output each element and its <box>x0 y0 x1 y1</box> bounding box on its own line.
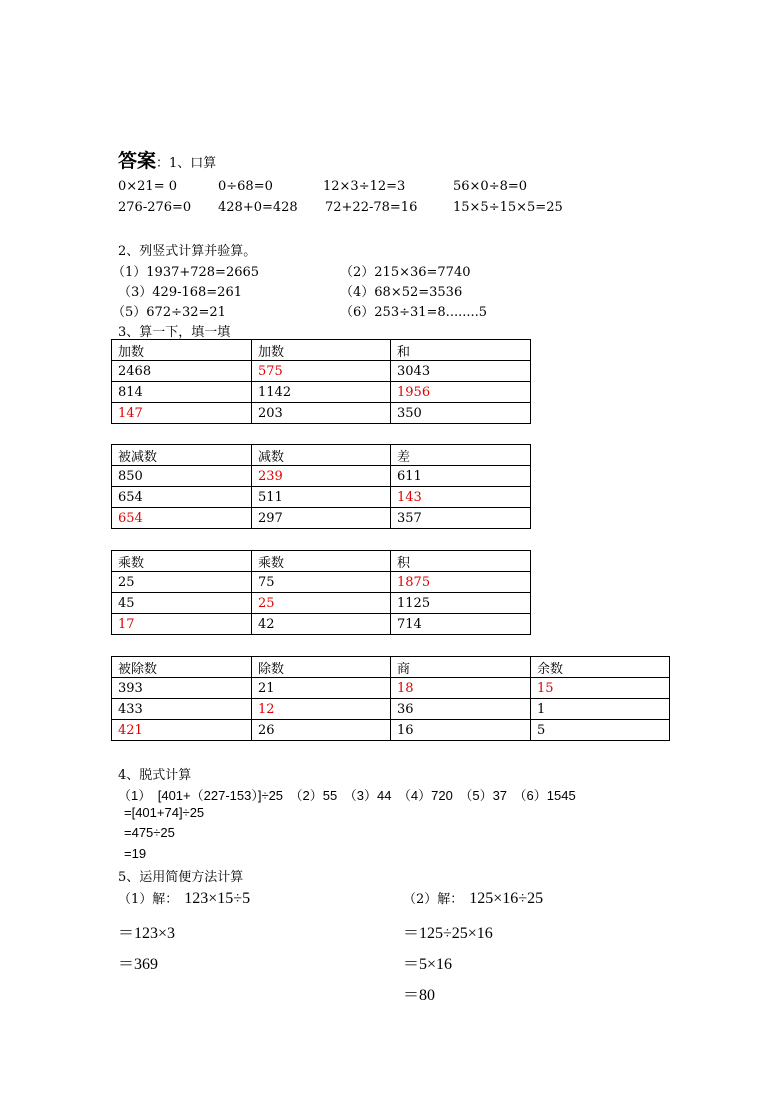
answer-cell: 17 <box>112 614 252 635</box>
table-cell: 75 <box>252 572 391 593</box>
table-cell: 3043 <box>391 361 531 382</box>
table-cell: 1142 <box>252 382 391 403</box>
header-cell: 乘数 <box>252 551 391 572</box>
answer-cell: 1956 <box>391 382 531 403</box>
table-header-row <box>112 445 531 466</box>
header-cell: 被除数 <box>112 657 252 678</box>
table-cell: 2468 <box>112 361 252 382</box>
table-cell: 297 <box>252 508 391 529</box>
table-cell: 814 <box>112 382 252 403</box>
table-cell: 21 <box>252 678 391 699</box>
oral-2-1: 276-276=0 <box>118 200 192 215</box>
oral-1-1: 0×21= 0 <box>118 179 178 194</box>
table-header-row <box>112 340 531 361</box>
oral-1-3: 12×3÷12=3 <box>323 179 406 194</box>
table-cell: 714 <box>391 614 531 635</box>
answer-cell: 239 <box>252 466 391 487</box>
table-cell: 1 <box>531 699 670 720</box>
table-cell: 350 <box>391 403 531 424</box>
table-cell: 1125 <box>391 593 531 614</box>
table-header-row <box>112 657 670 678</box>
simplify-left-label: （1）解： <box>118 892 179 907</box>
section2-title: 2、列竖式计算并验算。 <box>118 244 257 259</box>
header-cell: 被减数 <box>112 445 252 466</box>
table-cell: 511 <box>252 487 391 508</box>
simplify-left-step-1: ＝123×3 <box>118 925 176 942</box>
simplify-left-question <box>118 888 250 908</box>
oral-2-3: 72+22-78=16 <box>325 200 418 215</box>
table-row <box>112 361 531 382</box>
answer-cell: 12 <box>252 699 391 720</box>
table-cell: 16 <box>391 720 531 741</box>
oral-2-2: 428+0=428 <box>218 200 298 215</box>
table-cell: 393 <box>112 678 252 699</box>
table-row <box>112 466 531 487</box>
header-cell: 和 <box>391 340 531 361</box>
section4-step-3: =19 <box>124 846 147 861</box>
table-cell: 654 <box>112 487 252 508</box>
vertical-item-5: （5）672÷32=21 <box>112 305 226 320</box>
table-row <box>112 487 531 508</box>
subtraction-table <box>111 444 531 529</box>
section5-title: 5、运用简便方法计算 <box>118 870 244 885</box>
table-row <box>112 403 531 424</box>
table-row <box>112 699 670 720</box>
header-cell: 商 <box>391 657 531 678</box>
answer-cell: 18 <box>391 678 531 699</box>
answer-cell: 143 <box>391 487 531 508</box>
table-cell: 25 <box>112 572 252 593</box>
vertical-item-3: （3）429-168=261 <box>118 285 242 300</box>
section4-step-2: =475÷25 <box>124 825 175 840</box>
answer-title: 答案 <box>118 150 157 172</box>
simplify-right-step-3: ＝80 <box>403 987 436 1004</box>
table-cell: 26 <box>252 720 391 741</box>
section4-title: 4、脱式计算 <box>118 768 192 783</box>
table-row <box>112 614 531 635</box>
table-cell: 45 <box>112 593 252 614</box>
simplify-left-expr: 123×15÷5 <box>184 890 251 907</box>
answer-cell: 15 <box>531 678 670 699</box>
table-cell: 203 <box>252 403 391 424</box>
table-row <box>112 382 531 403</box>
section3-title: 3、算一下，填一填 <box>118 325 231 340</box>
answer-cell: 575 <box>252 361 391 382</box>
table-header-row <box>112 551 531 572</box>
table-cell: 433 <box>112 699 252 720</box>
header-cell: 加数 <box>112 340 252 361</box>
header-cell: 加数 <box>252 340 391 361</box>
table-cell: 42 <box>252 614 391 635</box>
section4-line1: （1） [401+（227-153）]÷25 （2）55 （3）44 （4）720 （5）37 （6）1545 <box>118 788 576 803</box>
table-cell: 36 <box>391 699 531 720</box>
vertical-item-1: （1）1937+728=2665 <box>112 265 260 280</box>
header-cell: 差 <box>391 445 531 466</box>
table-row <box>112 678 670 699</box>
table-cell: 357 <box>391 508 531 529</box>
vertical-item-4: （4）68×52=3536 <box>340 285 463 300</box>
division-table <box>111 656 670 741</box>
simplify-right-step-1: ＝125÷25×16 <box>403 925 493 942</box>
vertical-item-6: （6）253÷31=8........5 <box>340 305 488 320</box>
oral-1-4: 56×0÷8=0 <box>453 179 528 194</box>
table-cell: 5 <box>531 720 670 741</box>
simplify-right-step-2: ＝5×16 <box>403 956 453 973</box>
table-cell: 611 <box>391 466 531 487</box>
answer-cell: 147 <box>112 403 252 424</box>
table-row <box>112 508 531 529</box>
answer-subtitle: ：1、口算 <box>156 156 217 171</box>
oral-2-4: 15×5÷15×5=25 <box>453 200 563 215</box>
header-cell: 除数 <box>252 657 391 678</box>
header-cell: 乘数 <box>112 551 252 572</box>
header-cell: 减数 <box>252 445 391 466</box>
simplify-left-step-2: ＝369 <box>118 956 159 973</box>
answer-cell: 1875 <box>391 572 531 593</box>
table-cell: 850 <box>112 466 252 487</box>
simplify-right-expr: 125×16÷25 <box>469 890 544 907</box>
answer-cell: 421 <box>112 720 252 741</box>
vertical-item-2: （2）215×36=7740 <box>340 265 471 280</box>
simplify-right-question <box>403 888 543 908</box>
header-cell: 积 <box>391 551 531 572</box>
addition-table <box>111 339 531 424</box>
section4-step-1: =[401+74]÷25 <box>124 805 205 820</box>
answer-heading <box>118 146 216 173</box>
header-cell: 余数 <box>531 657 670 678</box>
simplify-right-label: （2）解： <box>403 892 464 907</box>
oral-1-2: 0÷68=0 <box>218 179 273 194</box>
answer-cell: 25 <box>252 593 391 614</box>
multiplication-table <box>111 550 531 635</box>
answer-cell: 654 <box>112 508 252 529</box>
table-row <box>112 572 531 593</box>
table-row <box>112 720 670 741</box>
table-row <box>112 593 531 614</box>
